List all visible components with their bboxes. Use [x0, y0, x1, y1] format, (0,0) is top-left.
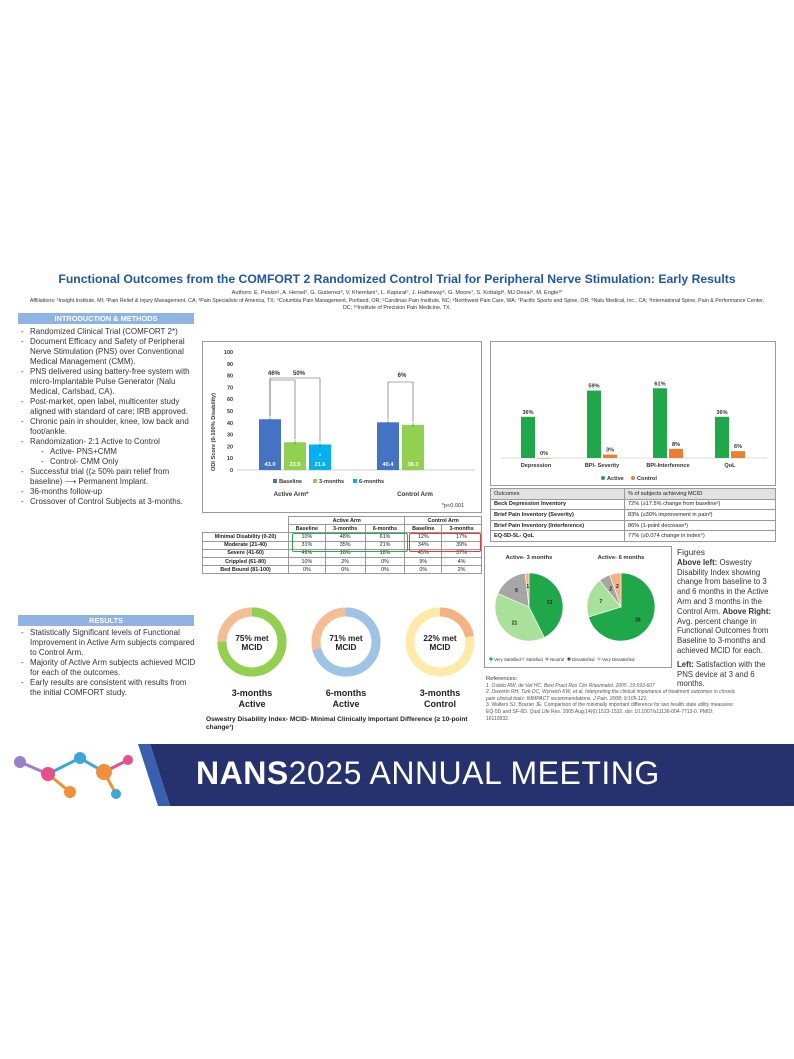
- donut-label1: 3-months: [231, 688, 273, 698]
- sig-label-6: 6%: [397, 373, 407, 379]
- reference-item: 1. Ostelo RW, de Vet HC. Best Pract Res Clin Rheumatol. 2005. 19:593-607: [486, 682, 655, 689]
- bullet: - Statistically Significant levels of Functional Improvement in Active Arm subjects compared to Control Arm.: [20, 628, 198, 658]
- legend-swatch: [545, 657, 548, 660]
- pie-slice-label: 1: [526, 583, 530, 590]
- table-cell: 77% (≥0.074 change in index⁴): [625, 531, 776, 542]
- table-cell: 35%: [325, 541, 365, 549]
- sub-bullet: - Active- PNS+CMM: [20, 447, 198, 457]
- satisfaction-pies: [485, 547, 673, 669]
- y-tick-label: 60: [227, 397, 233, 404]
- control-bar: [731, 451, 745, 458]
- donut-pct: 75% met: [235, 634, 269, 643]
- bar-value-label: 40.4: [382, 462, 394, 468]
- donut-label1: 6-months: [325, 688, 367, 698]
- table-row: [491, 520, 776, 531]
- banner-bold: NANS: [196, 755, 289, 791]
- control-bar: [669, 449, 683, 458]
- table-cell: 86% (1-point decrease³): [625, 520, 776, 531]
- bar-value-label: 43.0: [264, 462, 276, 468]
- significance-bracket: [388, 382, 413, 422]
- legend-swatch-6months: [353, 479, 357, 483]
- sig-label-50: 50%: [292, 371, 306, 377]
- intro-heading: INTRODUCTION & METHODS: [18, 313, 194, 324]
- category-label: QoL: [724, 463, 736, 469]
- legend-swatch-3months: [313, 479, 317, 483]
- bullet: - Document Efficacy and Safety of Peripheral Nerve Stimulation (PNS) over Conventional Medical Management (CMM).: [20, 337, 198, 367]
- table-cell: 61%: [365, 533, 405, 541]
- table-row: [203, 557, 482, 565]
- table-cell: 39%: [442, 541, 482, 549]
- trial-line2a: baseline): [30, 477, 63, 486]
- legend-swatch-control: [631, 476, 635, 480]
- table-cell: 18%: [365, 549, 405, 557]
- y-tick-label: 80: [227, 373, 233, 380]
- row-label: Bed Bound (81-100): [203, 566, 289, 574]
- bar-value-label: 8%: [671, 441, 681, 448]
- pie-slice-label: 23: [546, 600, 553, 607]
- row-label: Crippled (61-80): [203, 557, 289, 565]
- table-row: [491, 531, 776, 542]
- table-cell: Brief Pain Inventory (Severity): [491, 510, 625, 521]
- molecule-logo-icon: [14, 752, 133, 799]
- p-note: *p<0.001: [441, 503, 465, 509]
- pie-slice-label: 2: [616, 584, 619, 591]
- active-bar: [521, 417, 535, 458]
- col-head: 3-months: [442, 525, 482, 533]
- legend-swatch-baseline: [273, 479, 277, 483]
- mcid-donuts: [200, 604, 490, 722]
- pie-slice-label: 21: [511, 620, 518, 627]
- donut-mcid: MCID: [241, 643, 263, 652]
- bullet: - Chronic pain in shoulder, knee, low back and foot/ankle.: [20, 417, 198, 437]
- donut-mcid: MCID: [335, 643, 357, 652]
- table-cell: 2%: [325, 557, 365, 565]
- satisfaction-box: [484, 546, 672, 668]
- odi-caption: Oswestry Disability Index- MCID- Minimal Clinically Important Difference (≥ 10-point change¹): [206, 716, 468, 731]
- figure-desc-1: [677, 558, 781, 656]
- trial-line2b: Permanent Implant.: [78, 477, 149, 486]
- table-cell: 0%: [365, 566, 405, 574]
- donut-label2: Active: [332, 699, 360, 709]
- bar-value-label: 0%: [539, 451, 549, 457]
- mcid-head-outcomes: Outcomes: [491, 489, 625, 500]
- legend-label: Dissatisfied: [572, 657, 595, 662]
- donut-pct: 22% met: [423, 634, 457, 643]
- legend-swatch: [567, 657, 570, 660]
- col-head: Baseline: [405, 525, 442, 533]
- donut-pct: 71% met: [329, 634, 363, 643]
- legend-label: Neutral: [550, 657, 565, 662]
- sig-label-46: 46%: [267, 371, 281, 377]
- legend-swatch: [489, 657, 492, 660]
- references: [486, 676, 736, 722]
- fig1-text: Oswestry Disability Index showing change from baseline to 3 and 6 months in the Active Arm and 3 months in the Control Arm.: [677, 557, 769, 616]
- donut-mcid: MCID: [429, 643, 451, 652]
- legend-swatch: [597, 657, 600, 660]
- results-bullets: [20, 628, 198, 698]
- mcid-bar-chart: [491, 342, 777, 487]
- donut-label1: 3-months: [419, 688, 461, 698]
- table-row: [203, 566, 482, 574]
- legend-active: Active: [607, 476, 624, 482]
- row-label: Minimal Disability (0-20): [203, 533, 289, 541]
- bullet: - Post-market, open label, multicenter study aligned with standard of care; IRB approved.: [20, 397, 198, 417]
- fig1-bold: Above left:: [677, 557, 718, 567]
- bar-value-label: 23.5: [289, 462, 301, 468]
- category-label: BPI-Interference: [646, 463, 690, 469]
- table-row: [491, 499, 776, 510]
- table-cell: 48%: [325, 533, 365, 541]
- odi-y-axis-label: ODI Score (0-100% Disability): [211, 392, 217, 472]
- bar-value-label: 36%: [522, 409, 534, 416]
- table-cell: 17%: [442, 533, 482, 541]
- legend-baseline: Baseline: [279, 479, 303, 485]
- authors: Authors: E. Peskin¹, A. Hersel², G. Gutierrez³, V. Khemlani⁴, L. Kapural⁵, J. Hatheway⁶, G. Moore⁷, S. Kottalgi⁸, MJ Desai⁹, M. Engle¹⁰: [231, 290, 563, 296]
- bullet: - PNS delivered using battery-free system with micro-Implantable Pulse Generator (Nalu Medical, Carlsbad, CA).: [20, 367, 198, 397]
- col-head: 6-months: [365, 525, 405, 533]
- poster-title: Functional Outcomes from the COMFORT 2 Randomized Control Trial for Peripheral Nerve Stimulation: Early Results: [58, 272, 736, 286]
- pie-slice-label: 2: [609, 586, 613, 593]
- figures-text: [677, 548, 781, 689]
- table-cell: 0%: [289, 566, 326, 574]
- mcid-chart-box: [490, 341, 776, 486]
- mcid-donut: [410, 612, 470, 709]
- pie-slice-label: 26: [635, 617, 641, 624]
- active-bar: [653, 388, 667, 458]
- bullet-trial: [20, 467, 198, 487]
- y-tick-label: 50: [227, 409, 233, 415]
- arrow-icon: ⟶: [64, 477, 77, 486]
- x-label-active: Active Arm*: [273, 491, 309, 498]
- mcid-donut: [316, 612, 376, 709]
- table-cell: Brief Pain Inventory (Interference): [491, 520, 625, 531]
- legend-label: Very Satisfied: [494, 657, 521, 662]
- table-row: [491, 510, 776, 521]
- table-cell: 12%: [405, 533, 442, 541]
- reference-item: 2. Dworkin RH, Turk DC, Wyrwich KW, et al. Interpreting the clinical importance of treatment outcomes in chronic pain clinical trials: IMMPACT recommendations. J Pain. 2008; 9:105-121.: [486, 689, 736, 702]
- table-cell: 0%: [405, 566, 442, 574]
- y-tick-label: 20: [227, 444, 233, 451]
- donut-label2: Control: [424, 699, 456, 709]
- fig2-text: Avg. percent change in Functional Outcomes from Baseline to 3-months and achieved MCID for each.: [677, 616, 769, 655]
- table-cell: 0%: [325, 566, 365, 574]
- x-label-control: Control Arm: [397, 491, 433, 498]
- legend-swatch-active: [601, 476, 605, 480]
- y-tick-label: 40: [227, 420, 233, 427]
- table-cell: 2%: [442, 566, 482, 574]
- table-cell: 31%: [289, 541, 326, 549]
- table-cell: 10%: [289, 557, 326, 565]
- mcid-head-pct: % of subjects achieving MCID: [625, 489, 776, 500]
- bullet: - Crossover of Control Subjects at 3-months.: [20, 497, 198, 507]
- row-label: Moderate (21-40): [203, 541, 289, 549]
- group-control: Control Arm: [405, 517, 482, 525]
- y-tick-label: 0: [230, 468, 233, 474]
- row-label: Severe (41-60): [203, 549, 289, 557]
- pie-slice-label: 7: [599, 598, 603, 605]
- odi-chart-box: [202, 341, 482, 513]
- table-cell: 49%: [289, 549, 326, 557]
- legend-control: Control: [637, 476, 657, 482]
- bar-value-label: 38.3: [407, 462, 419, 468]
- legend-label: Satisfied: [526, 657, 543, 662]
- table-cell: EQ-5D-5L- QoL: [491, 531, 625, 542]
- group-active: Active Arm: [289, 517, 405, 525]
- sub-bullet: - Control- CMM Only: [20, 457, 198, 467]
- y-tick-label: 70: [227, 385, 233, 392]
- col-head: Baseline: [289, 525, 326, 533]
- table-cell: 9%: [405, 557, 442, 565]
- y-tick-label: 30: [227, 432, 233, 439]
- table-cell: 72% (≥17.5% change from baseline²): [625, 499, 776, 510]
- table-cell: 0%: [365, 557, 405, 565]
- fig2-bold: Above Right:: [722, 606, 772, 616]
- fig3-text: Satisfaction with the PNS device at 3 and 6 months.: [677, 659, 766, 689]
- pie-slice-label: 9: [515, 588, 518, 595]
- legend-3months: 3-months: [319, 479, 345, 485]
- banner-rest: 2025 ANNUAL MEETING: [288, 755, 660, 791]
- bar-value-label: 6%: [733, 444, 743, 451]
- active-bar: [715, 417, 729, 458]
- trial-line1: Successful trial ((≥ 50% pain relief from: [30, 467, 170, 476]
- bar-value-label: 21.6: [314, 462, 326, 468]
- legend-6months: 6-months: [359, 479, 385, 485]
- active-highlight-box: [292, 533, 408, 552]
- bar-value-label: 36%: [716, 409, 728, 416]
- table-cell: 45%: [405, 549, 442, 557]
- pie-title: Active- 3 months: [505, 555, 553, 561]
- y-tick-label: 10: [227, 456, 233, 463]
- bullet: - Early results are consistent with results from the initial COMFORT study.: [20, 678, 198, 698]
- category-label: BPI- Severity: [584, 463, 620, 469]
- col-head: 3-months: [325, 525, 365, 533]
- y-tick-label: 90: [227, 361, 233, 368]
- legend-swatch: [521, 657, 524, 660]
- table-cell: 34%: [405, 541, 442, 549]
- table-cell: 10%: [289, 533, 326, 541]
- significance-star: *: [318, 453, 322, 461]
- figures-heading: Figures: [677, 547, 705, 557]
- odi-chart: [203, 342, 483, 514]
- table-cell: 16%: [325, 549, 365, 557]
- table-cell: 37%: [442, 549, 482, 557]
- bullet: - Randomization- 2:1 Active to Control: [20, 437, 198, 447]
- control-bar: [537, 458, 551, 459]
- pie-title: Active- 6 months: [597, 555, 645, 561]
- mcid-donut: [222, 612, 282, 709]
- bullet: - Randomized Clinical Trial (COMFORT 2*): [20, 327, 198, 337]
- control-bar: [603, 455, 617, 458]
- bar-value-label: 61%: [654, 381, 666, 388]
- references-heading: References:: [486, 676, 518, 682]
- bar-value-label: 59%: [588, 383, 600, 390]
- bar-value-label: 3%: [605, 447, 615, 454]
- donut-label2: Active: [238, 699, 266, 709]
- banner-text: [196, 755, 660, 792]
- mcid-table: [490, 488, 776, 542]
- bullet: - 36-months follow-up: [20, 487, 198, 497]
- bullet: - Majority of Active Arm subjects achieved MCID for each of the outcomes.: [20, 658, 198, 678]
- intro-bullets: [20, 327, 198, 507]
- table-cell: 21%: [365, 541, 405, 549]
- active-bar: [587, 391, 601, 458]
- y-ticks: [224, 350, 233, 474]
- legend-label: Very Dissatisfied: [602, 657, 635, 662]
- table-cell: 4%: [442, 557, 482, 565]
- affiliations: Affiliations: ¹Insight Institute, MI; ²Pain Relief & Injury Management, CA; ³Pain Specialists of America, TX; ⁴Columbia Pain Management, Portland, OR; ⁵Carolinas Pain Institute, NC; ⁶Northwest Pain Care, WA; ⁷Pacific Sports and Spine, OR; ⁸Nalu Medical, Inc., CA; ⁹International Spine, Pain & Performance Center, DC; ¹⁰Institute of Precision Pain Medicine, TX.: [29, 298, 765, 312]
- reference-item: 3. Walters SJ, Brazier JE. Comparison of the minimally important difference for two health state utility measures: EQ-5D and SF-6D. Qual Life Res. 2005 Aug;14(6):1523-1532. doi: 10.1007/s11136-004-7713-0. PMID: 16110932.: [486, 702, 734, 722]
- table-cell: Beck Depression Inventory: [491, 499, 625, 510]
- category-label: Depression: [520, 463, 552, 469]
- results-heading: RESULTS: [18, 615, 194, 626]
- table-cell: 83% (≥30% improvement in pain³): [625, 510, 776, 521]
- y-tick-label: 100: [224, 350, 233, 356]
- control-highlight-box: [409, 533, 481, 552]
- fig3-bold: Left:: [677, 659, 694, 669]
